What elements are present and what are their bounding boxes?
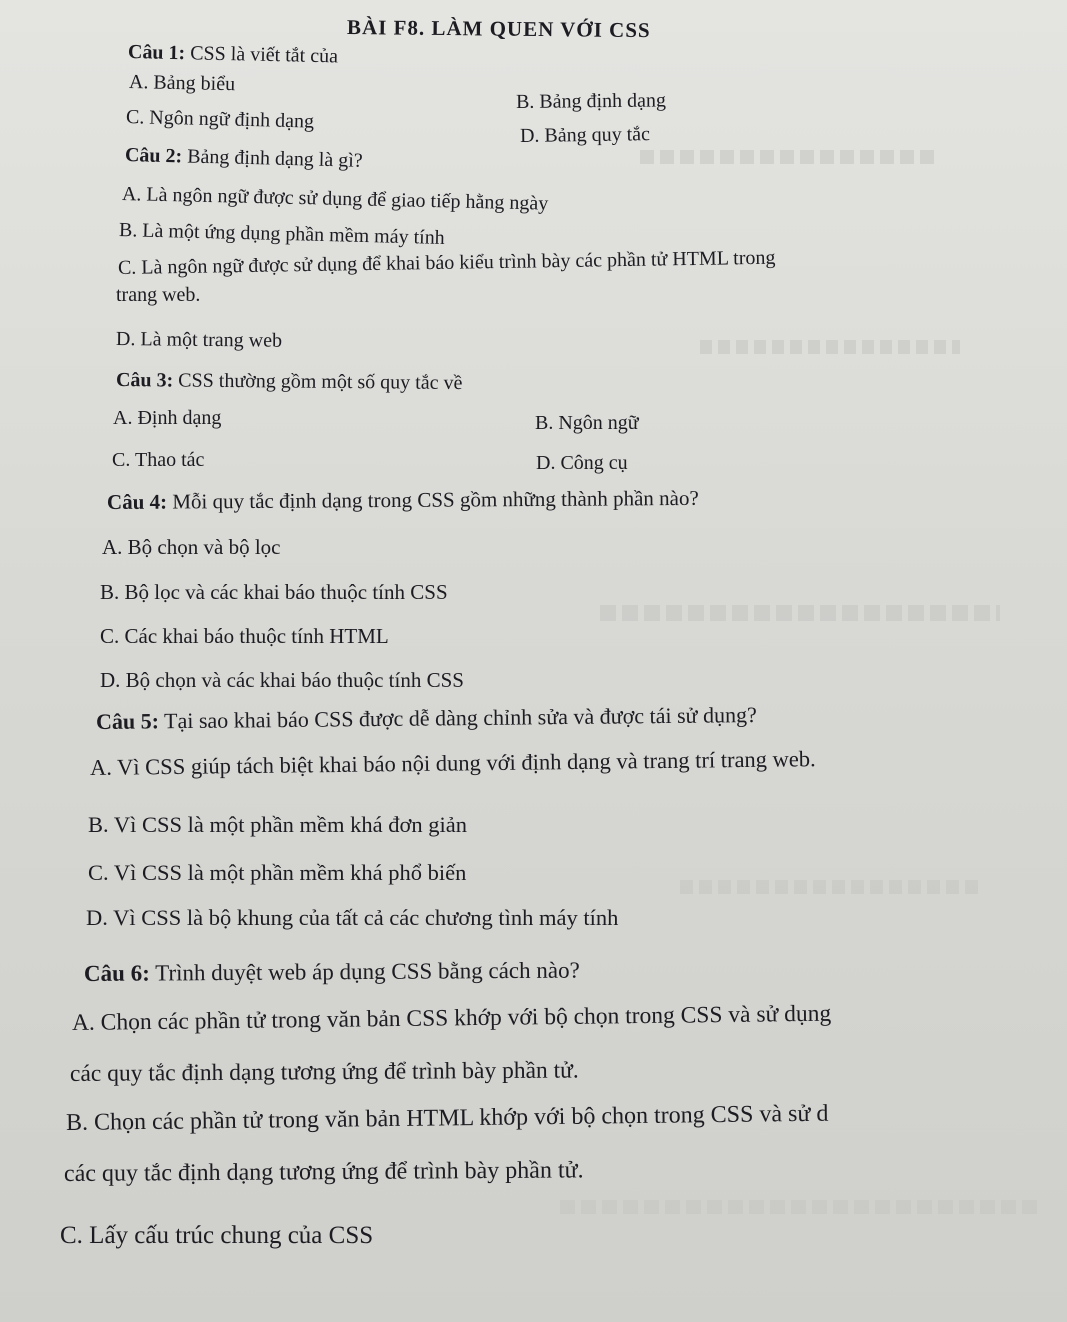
q1-option-c: C. Ngôn ngữ định dạng	[125, 106, 315, 133]
q6-option-b-continued: các quy tắc định dạng tương ứng để trình bày phần tử.	[63, 1157, 584, 1187]
question-2	[125, 145, 363, 171]
q4-option-c: C. Các khai báo thuộc tính HTML	[100, 624, 389, 648]
question-3	[116, 370, 463, 393]
question-3-label: Câu 3:	[115, 369, 174, 392]
q4-option-d: D. Bộ chọn và các khai báo thuộc tính CSS	[100, 668, 464, 692]
worksheet-title: BÀI F8. LÀM QUEN VỚI CSS	[346, 15, 651, 43]
question-5-label: Câu 5:	[95, 708, 160, 734]
q6-option-a-continued: các quy tắc định dạng tương ứng để trình bày phần tử.	[69, 1057, 579, 1087]
question-1-label: Câu 1:	[127, 41, 186, 65]
q2-option-d: D. Là một trang web	[115, 328, 283, 352]
q2-option-c: C. Là ngôn ngữ được sử dụng để khai báo kiểu trình bày các phần tử HTML trong	[117, 246, 776, 279]
q1-option-a: A. Bảng biểu	[128, 71, 236, 96]
question-4	[106, 485, 699, 514]
q2-option-b: B. Là một ứng dụng phần mềm máy tính	[118, 219, 445, 249]
q1-option-b: B. Bảng định dạng	[515, 89, 667, 113]
question-3-text: CSS thường gồm một số quy tắc về	[178, 369, 463, 395]
question-6	[84, 959, 580, 985]
question-5	[96, 704, 757, 733]
question-1	[128, 42, 338, 66]
question-1-text: CSS là viết tắt của	[189, 42, 339, 68]
q3-option-d: D. Công cụ	[536, 452, 628, 474]
question-4-text: Mỗi quy tắc định dạng trong CSS gồm những thành phần nào?	[172, 485, 699, 514]
q6-option-b: B. Chọn các phần tử trong văn bản HTML khớp với bộ chọn trong CSS và sử d	[65, 1100, 829, 1136]
q6-option-c: C. Lấy cấu trúc chung của CSS	[60, 1222, 374, 1249]
q4-option-a: A. Bộ chọn và bộ lọc	[102, 535, 281, 559]
q3-option-a: A. Định dạng	[113, 407, 222, 429]
question-2-text: Bảng định dạng là gì?	[186, 145, 363, 172]
q6-option-a: A. Chọn các phần tử trong văn bản CSS khớp với bộ chọn trong CSS và sử dụng	[71, 1000, 832, 1036]
q5-option-c: C. Vì CSS là một phần mềm khá phổ biến	[88, 860, 467, 885]
question-2-label: Câu 2:	[124, 144, 183, 168]
q5-option-d: D. Vì CSS là bộ khung của tất cả các chương tình máy tính	[86, 905, 619, 930]
question-4-label: Câu 4:	[106, 489, 168, 514]
question-6-text: Trình duyệt web áp dụng CSS bằng cách nào?	[155, 957, 580, 986]
q5-option-a: A. Vì CSS giúp tách biệt khai báo nội dung với định dạng và trang trí trang web.	[89, 746, 816, 780]
q5-option-b: B. Vì CSS là một phần mềm khá đơn giản	[88, 812, 467, 837]
q4-option-b: B. Bộ lọc và các khai báo thuộc tính CSS	[100, 580, 448, 604]
question-6-label: Câu 6:	[83, 960, 150, 986]
q2-option-c-continued: trang web.	[116, 284, 201, 306]
q3-option-c: C. Thao tác	[112, 449, 205, 471]
q3-option-b: B. Ngôn ngữ	[535, 412, 639, 434]
question-5-text: Tại sao khai báo CSS được dễ dàng chỉnh sửa và được tái sử dụng?	[163, 702, 757, 734]
q1-option-d: D. Bảng quy tắc	[519, 123, 651, 147]
q2-option-a: A. Là ngôn ngữ được sử dụng để giao tiếp hằng ngày	[121, 183, 549, 215]
